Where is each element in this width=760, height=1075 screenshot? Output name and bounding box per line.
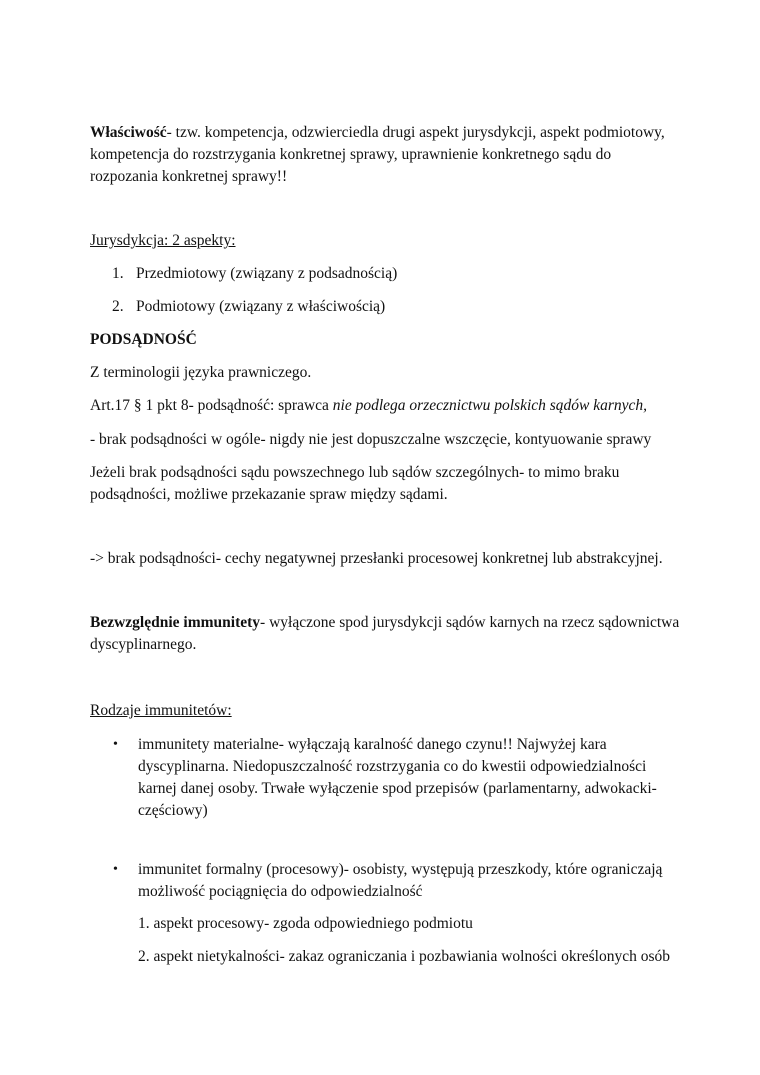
art17-text: Art.17 § 1 pkt 8- podsądność: sprawca bbox=[90, 397, 333, 414]
bullet-item-materialne: immunitety materialne- wyłączają karalność danego czynu!! Najwyżej kara dyscyplinarna. Niedopuszczalność rozstrzygania co do kwestii odpowiedzialności karnej danej osoby. Trwałe wyłączenie spod przepisów (parlamentarny, adwokacki- częściowy) bbox=[138, 736, 657, 819]
art17-italic: nie podlega orzecznictwu polskich sądów karnych, bbox=[332, 397, 648, 414]
list-number: 1. bbox=[112, 265, 124, 282]
wlasciwosc-definition: - tzw. kompetencja, odzwierciedla drugi aspekt jurysdykcji, aspekt podmiotowy, kompetencja do rozstrzygania konkretnej sprawy, uprawnienie konkretnego sądu do rozpozania konkretnej sprawy!! bbox=[90, 124, 665, 185]
bullet-icon: • bbox=[113, 737, 118, 752]
rodzaje-heading: Rodzaje immunitetów: bbox=[90, 702, 232, 719]
paragraph-art17 bbox=[90, 395, 680, 417]
bezwzgledne-definition: - wyłączone spod jurysdykcji sądów karnych na rzecz sądownictwa dyscyplinarnego. bbox=[90, 614, 680, 653]
paragraph-jezeli: Jeżeli brak podsądności sądu powszechnego lub sądów szczególnych- to mimo braku podsądności, możliwe przekazanie spraw między sądami. bbox=[90, 464, 620, 503]
podsadnosc-heading bbox=[90, 329, 680, 351]
list-item-text: Podmiotowy (związany z właściwością) bbox=[136, 298, 386, 315]
sub-item-nietykalnosc: 2. aspekt nietykalności- zakaz ograniczania i pozbawiania wolności określonych osób bbox=[138, 948, 670, 965]
term-wlasciwosc: Właściwość bbox=[90, 124, 167, 141]
paragraph-brak-podsadnosci: - brak podsądności w ogóle- nigdy nie jest dopuszczalne wszczęcie, kontyuowanie sprawy bbox=[90, 431, 652, 448]
paragraph-terminologia: Z terminologii języka prawniczego. bbox=[90, 364, 312, 381]
paragraph-bezwzgledne bbox=[90, 612, 680, 656]
sub-item-procesowy: 1. aspekt procesowy- zgoda odpowiedniego podmiotu bbox=[138, 915, 473, 932]
jurysdykcja-heading: Jurysdykcja: 2 aspekty: bbox=[90, 232, 236, 249]
list-number: 2. bbox=[112, 298, 124, 315]
term-bezwzgledne: Bezwzględnie immunitety bbox=[90, 614, 261, 631]
numbered-list-item bbox=[112, 263, 672, 285]
list-item-text: Przedmiotowy (związany z podsadnością) bbox=[136, 265, 398, 282]
bullet-icon: • bbox=[113, 862, 118, 877]
paragraph-wlasciwosc bbox=[90, 122, 680, 188]
bullet-item-formalny: immunitet formalny (procesowy)- osobisty, występują przeszkody, które ograniczają możliwość pociągnięcia do odpowiedzialność bbox=[138, 861, 663, 900]
podsadnosc-heading-text: PODSĄDNOŚĆ bbox=[90, 331, 197, 348]
numbered-list-item bbox=[112, 296, 672, 318]
paragraph-przeslanka: -> brak podsądności- cechy negatywnej przesłanki procesowej konkretnej lub abstrakcyjnej. bbox=[90, 550, 663, 567]
